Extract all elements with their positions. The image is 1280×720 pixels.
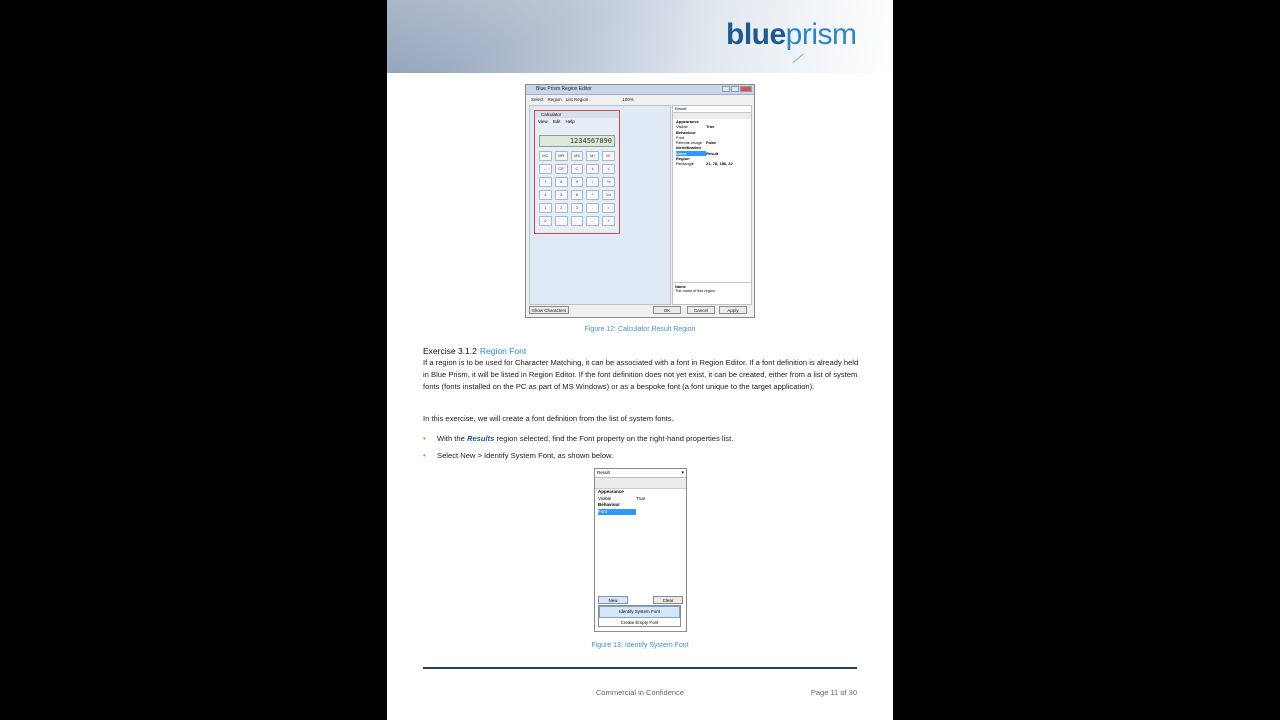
region-selector: Result ▾ bbox=[595, 469, 686, 478]
calculator-key: / bbox=[586, 177, 599, 187]
maximize-icon bbox=[731, 86, 739, 92]
property-key: Appearance bbox=[598, 489, 624, 494]
menu-help: Help bbox=[565, 119, 575, 124]
property-key: Visible bbox=[598, 495, 612, 501]
calculator-key: MR bbox=[555, 151, 568, 161]
minimize-icon bbox=[722, 86, 730, 92]
properties-list bbox=[595, 489, 686, 515]
calculator-key: 7 bbox=[539, 177, 552, 187]
bullet-item-1: • With the Results region selected, find the Font property on the right-hand properties list. bbox=[437, 433, 857, 445]
close-icon bbox=[740, 86, 752, 92]
property-value: True bbox=[636, 495, 646, 501]
calculator-key bbox=[555, 216, 568, 226]
footer-divider bbox=[423, 667, 857, 669]
font-menu-screenshot bbox=[594, 468, 687, 632]
calculator-key: 8 bbox=[555, 177, 568, 187]
calculator-key: * bbox=[586, 190, 599, 200]
property-key: Behaviour bbox=[598, 502, 621, 507]
list-region-tool: List Region bbox=[565, 97, 589, 102]
cancel-button: Cancel bbox=[687, 306, 715, 314]
property-key: Rectangle bbox=[676, 161, 695, 167]
region-editor-titlebar bbox=[526, 85, 754, 95]
property-value: False bbox=[706, 140, 717, 146]
calculator-key: - bbox=[586, 203, 599, 213]
calculator-key: C bbox=[571, 164, 584, 174]
figure-12-caption: Figure 12: Calculator Result Region bbox=[584, 326, 696, 333]
calculator-key: M+ bbox=[586, 151, 599, 161]
calculator-key: ← bbox=[539, 164, 552, 174]
property-description: Name The name of this region bbox=[673, 282, 751, 304]
calculator-key: 0 bbox=[539, 216, 552, 226]
calculator-keypad bbox=[539, 151, 615, 226]
region-tool: Region bbox=[547, 97, 562, 102]
calculator-key: ± bbox=[586, 164, 599, 174]
property-value: 21, 78, 186, 22 bbox=[706, 161, 733, 167]
calculator-display: 1234567890 bbox=[539, 135, 615, 147]
calculator-key: 5 bbox=[555, 190, 568, 200]
new-font-menu bbox=[598, 605, 681, 627]
property-key: Name bbox=[676, 151, 706, 156]
property-key: Remote image bbox=[676, 140, 703, 146]
property-key: Font bbox=[598, 509, 636, 516]
zoom-level: 100% bbox=[622, 97, 634, 102]
region-selector: Result bbox=[673, 106, 751, 113]
new-button: New bbox=[598, 596, 628, 604]
calculator-key: 4 bbox=[539, 190, 552, 200]
properties-list bbox=[673, 119, 751, 167]
calculator-key: CE bbox=[555, 164, 568, 174]
select-tool: Select bbox=[531, 97, 544, 102]
calculator-key: . bbox=[586, 216, 599, 226]
property-row bbox=[595, 509, 686, 516]
figure-13-caption: Figure 13: Identify System Font bbox=[591, 642, 689, 649]
exercise-heading: Exercise 3.1.2 Region Font bbox=[423, 346, 527, 356]
calculator-key: M- bbox=[602, 151, 615, 161]
calculator-key: + bbox=[602, 216, 615, 226]
footer-confidentiality: Commercial in Confidence bbox=[596, 688, 684, 697]
calculator-key: 9 bbox=[571, 177, 584, 187]
property-value: Result bbox=[706, 150, 719, 156]
calculator-title: Calculator bbox=[535, 111, 619, 118]
property-key: Visible bbox=[676, 124, 688, 130]
region-editor-screenshot bbox=[525, 84, 755, 318]
clear-button: Clear bbox=[653, 596, 683, 604]
exercise-paragraph-1: If a region is to be used for Character Matching, it can be associated with a font in Region Editor. If a font definition is already held in Blue Prism, it will be listed in Region Editor. If the font definition does not yet exist, it can be created, either from a list of system fonts (fonts installed on the PC as part of MS Windows) or as a bespoke font (a font unique to the target application). bbox=[423, 358, 859, 392]
property-value: True bbox=[706, 124, 715, 130]
menu-view: View bbox=[538, 119, 548, 124]
page-number: Page 11 of 30 bbox=[810, 688, 857, 697]
region-editor-toolbar bbox=[526, 95, 754, 104]
ok-button: OK bbox=[653, 306, 681, 314]
blue-prism-logo: blueprism bbox=[726, 18, 857, 51]
calculator-key: 1/x bbox=[602, 190, 615, 200]
document-page bbox=[387, 0, 893, 720]
property-key: Region bbox=[676, 156, 690, 162]
calculator-key: 2 bbox=[555, 203, 568, 213]
create-empty-font-item: Create Empty Font bbox=[620, 620, 659, 625]
calculator-key: = bbox=[602, 203, 615, 213]
bullet-item-2: • Select New > Identify System Font, as shown below. bbox=[437, 450, 857, 462]
capture-canvas bbox=[529, 105, 671, 305]
calculator-key: % bbox=[602, 177, 615, 187]
properties-toolbar bbox=[595, 478, 686, 489]
calculator-key: 6 bbox=[571, 190, 584, 200]
property-row bbox=[673, 161, 751, 166]
calculator-key: MC bbox=[539, 151, 552, 161]
properties-panel bbox=[672, 105, 752, 305]
calculator-key: MS bbox=[571, 151, 584, 161]
calculator-key: 3 bbox=[571, 203, 584, 213]
calculator-key: √ bbox=[602, 164, 615, 174]
exercise-paragraph-2: In this exercise, we will create a font definition from the list of system fonts. bbox=[423, 414, 674, 423]
property-key: Identification bbox=[676, 145, 701, 151]
calculator-window bbox=[534, 110, 620, 234]
property-key: Appearance bbox=[676, 119, 699, 124]
window-controls bbox=[722, 86, 752, 93]
window-title: Blue Prism Region Editor bbox=[536, 86, 592, 92]
show-characters-button: Show Characters bbox=[529, 306, 569, 314]
menu-edit: Edit bbox=[552, 119, 561, 124]
calculator-key: 1 bbox=[539, 203, 552, 213]
apply-button: Apply bbox=[719, 306, 747, 314]
calculator-key bbox=[571, 216, 584, 226]
identify-system-font-item: Identify System Font bbox=[599, 606, 680, 618]
property-key: Font bbox=[676, 134, 685, 140]
calculator-menu bbox=[535, 118, 619, 125]
property-key: Behaviour bbox=[676, 129, 696, 135]
